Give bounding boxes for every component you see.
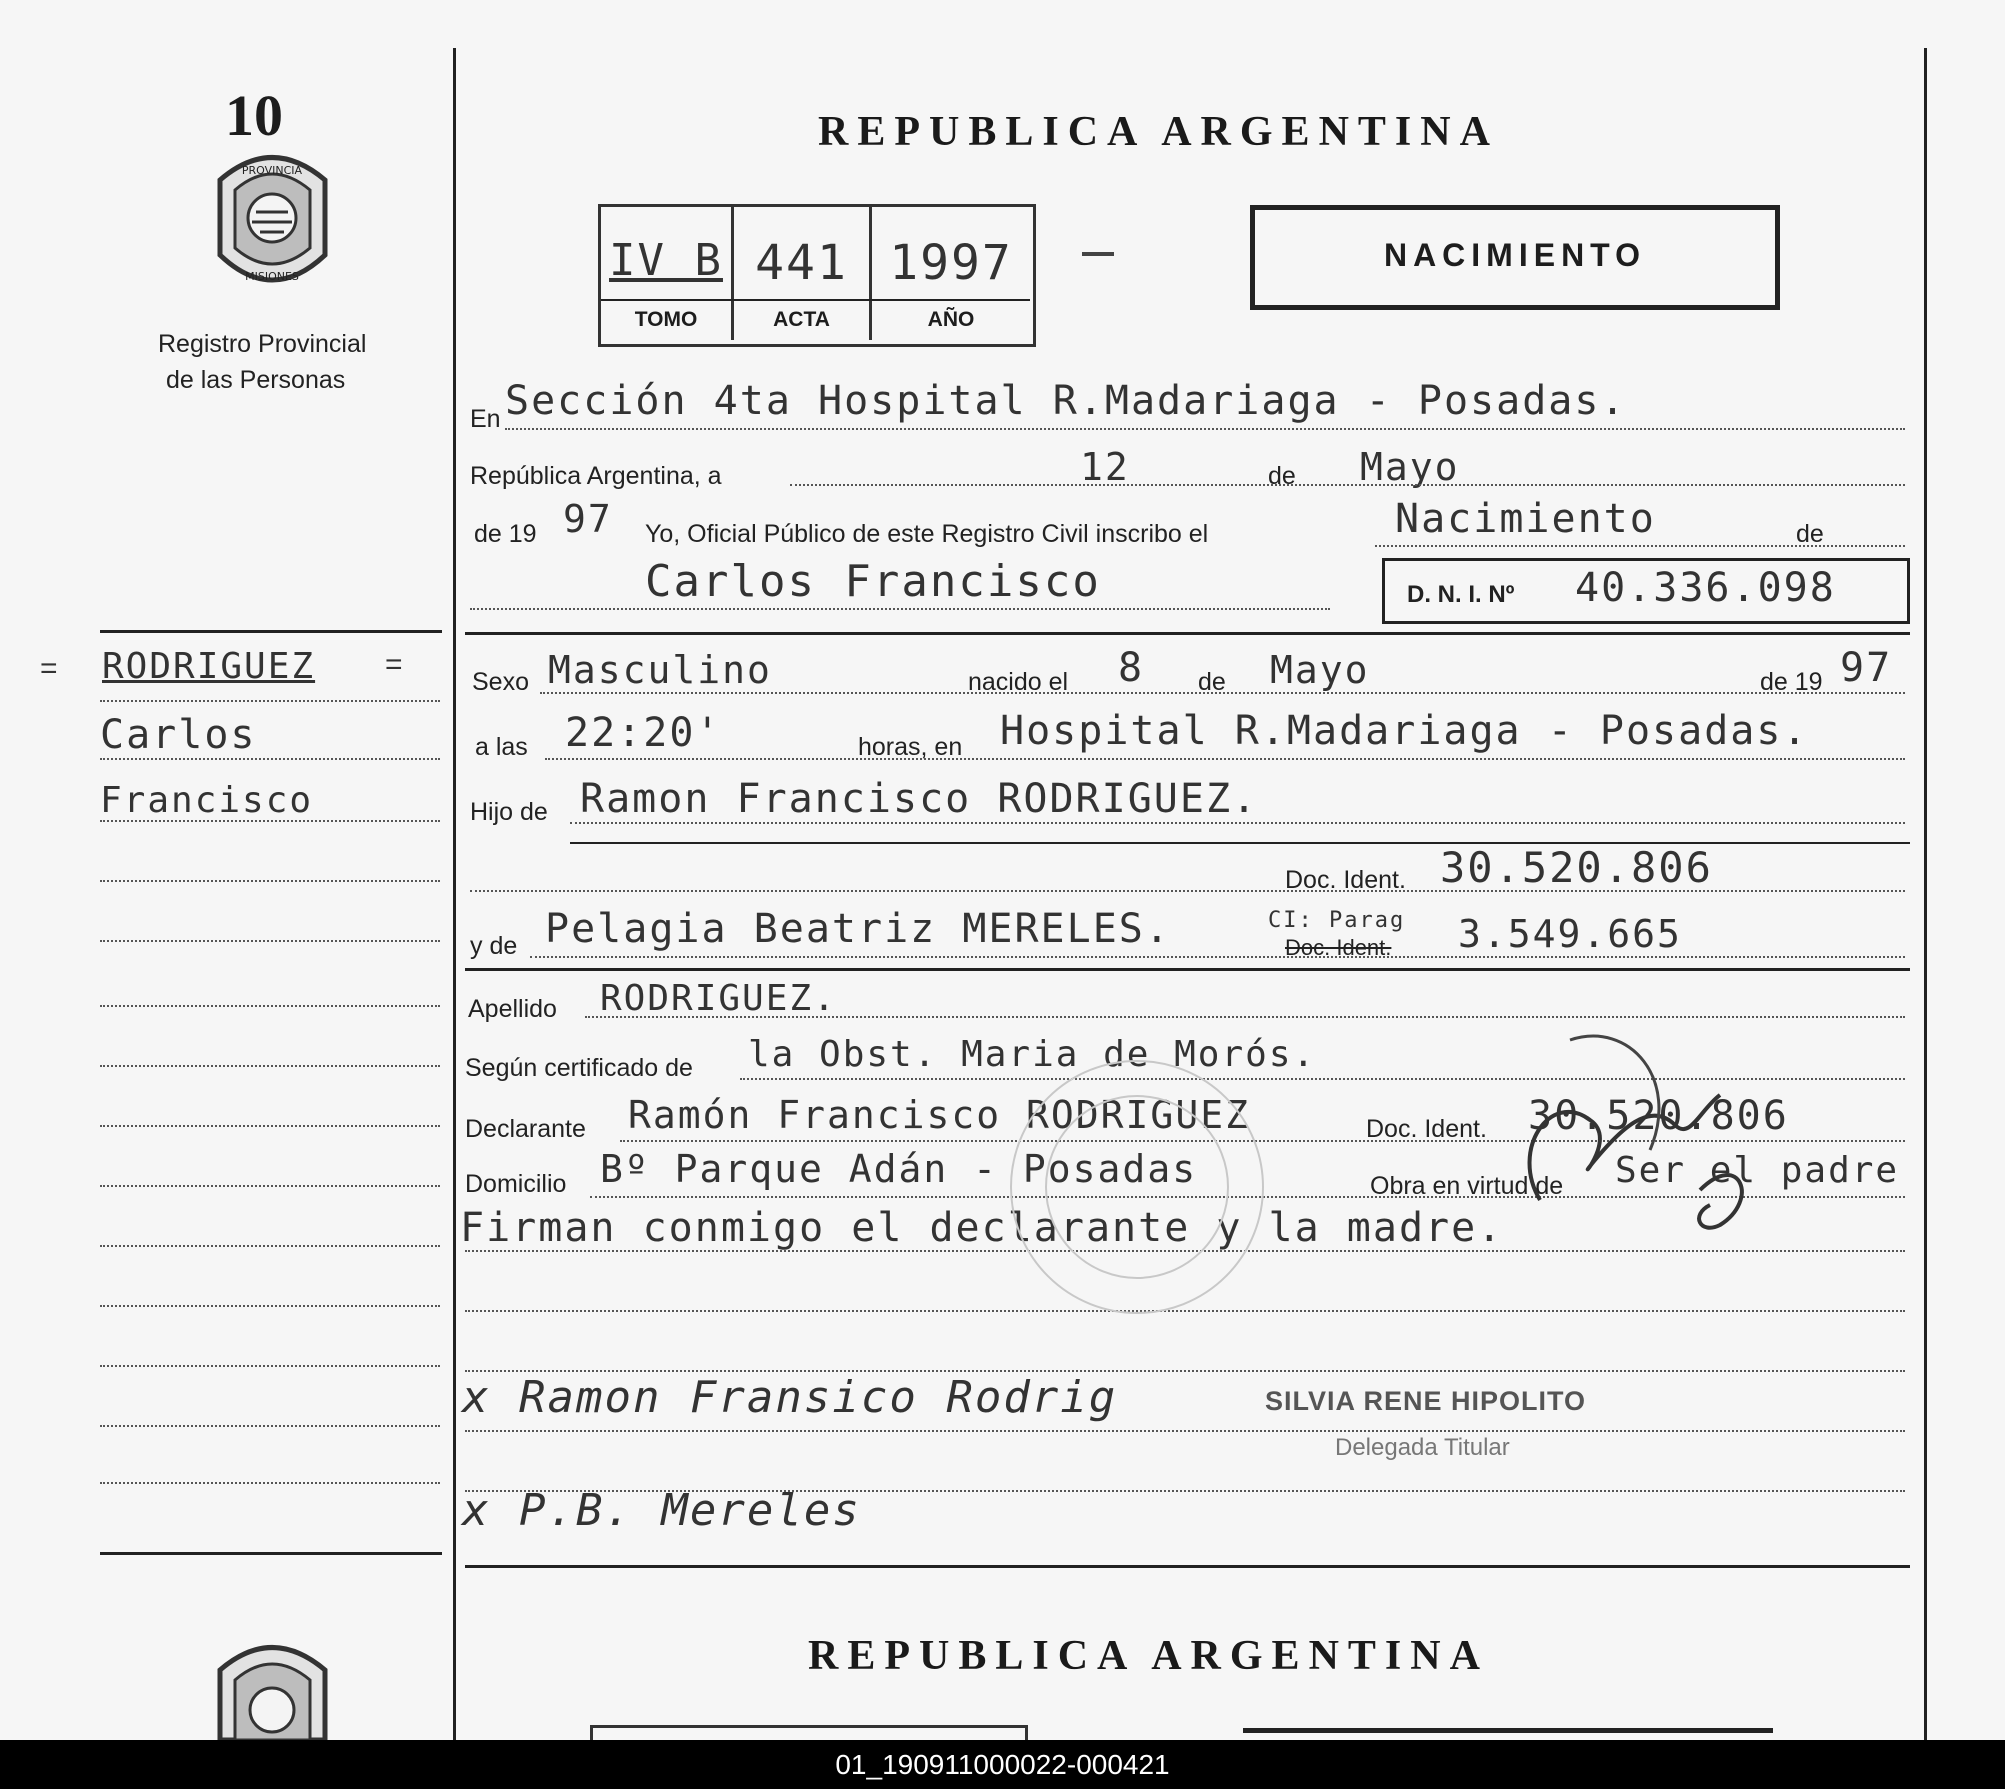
official-name: SILVIA RENE HIPOLITO	[1265, 1386, 1587, 1416]
section-divider	[465, 968, 1910, 971]
country-title: REPUBLICA ARGENTINA	[818, 109, 1499, 155]
left-divider-top	[100, 630, 442, 633]
rule-line	[470, 890, 1905, 892]
en-label: En	[470, 405, 501, 433]
seal-top-text: PROVINCIA	[241, 164, 303, 177]
segun-label: Según certificado de	[465, 1054, 693, 1082]
doc-ident-label: Doc. Ident.	[1285, 866, 1406, 894]
left-rule	[100, 880, 440, 882]
de-label-2: de	[1796, 520, 1824, 548]
inscribe-value: Nacimiento	[1395, 496, 1656, 542]
left-rule	[100, 1125, 440, 1127]
file-id-footer: 01_190911000022-000421	[0, 1740, 2005, 1789]
margin-mark-right: =	[385, 648, 403, 681]
birth-year: 97	[1840, 645, 1893, 691]
tomo-cell	[601, 207, 734, 340]
child-name: Carlos Francisco	[645, 556, 1101, 607]
mother-doc: 3.549.665	[1458, 912, 1682, 956]
birth-day: 8	[1118, 645, 1145, 691]
month-value: Mayo	[1360, 445, 1460, 489]
acta-label: ACTA	[773, 308, 830, 331]
left-rule	[100, 820, 440, 822]
dni-value: 40.336.098	[1575, 565, 1836, 611]
tomo-label: TOMO	[634, 308, 698, 331]
domicilio-value: Bº Parque Adán - Posadas	[600, 1147, 1198, 1191]
rule-line	[570, 822, 1905, 824]
ano-cell	[872, 207, 1030, 340]
declarante-label: Declarante	[465, 1115, 586, 1143]
dni-label: D. N. I. Nº	[1407, 581, 1515, 608]
hour-value: 22:20'	[565, 710, 722, 756]
ano-label: AÑO	[927, 308, 975, 331]
rule-line	[1375, 545, 1905, 547]
mother-doc-label-struck: Doc. Ident.	[1285, 935, 1392, 960]
provincial-seal-icon	[200, 140, 345, 300]
left-rule	[100, 1305, 440, 1307]
mother-signature: x P.B. Mereles	[462, 1485, 861, 1536]
declarante-doc-label: Doc. Ident.	[1366, 1115, 1487, 1143]
record-type-box	[1250, 205, 1780, 310]
apellido-label: Apellido	[468, 995, 557, 1023]
acta-cell	[734, 207, 872, 340]
dni-box	[1382, 558, 1910, 624]
left-rule	[100, 1185, 440, 1187]
father-doc: 30.520.806	[1440, 843, 1713, 892]
official-title: Delegada Titular	[1335, 1434, 1510, 1461]
agency-name-line1: Registro Provincial	[158, 330, 367, 358]
rule-line	[465, 1310, 1905, 1312]
left-rule	[100, 940, 440, 942]
record-box-divider	[601, 299, 1030, 301]
obra-label: Obra en virtud de	[1370, 1172, 1564, 1200]
ano-value: 1997	[889, 235, 1013, 291]
y-de-label: y de	[470, 932, 518, 960]
rule-line	[530, 956, 1905, 958]
left-divider-bottom	[100, 1552, 442, 1555]
record-type: NACIMIENTO	[1383, 237, 1647, 273]
margin-name-1: Carlos	[100, 712, 257, 758]
margin-name-2: Francisco	[100, 780, 314, 821]
margin-mark: =	[40, 652, 58, 685]
declarante-value: Ramón Francisco RODRIGUEZ	[628, 1093, 1250, 1137]
hijo-label: Hijo de	[470, 798, 548, 826]
father-signature: x Ramon Fransico Rodrig	[462, 1372, 1118, 1423]
provincial-seal-icon-next	[200, 1630, 345, 1740]
rule-line	[465, 1430, 1905, 1432]
de19-label: de 19	[1760, 668, 1823, 696]
de-label: de	[1268, 462, 1296, 490]
next-page-title: REPUBLICA ARGENTINA	[808, 1633, 1489, 1679]
official-signature-icon	[1420, 1000, 1760, 1260]
dash-mark	[1082, 252, 1114, 256]
tomo-value: IV B	[609, 235, 723, 286]
official-stamp-inner	[1045, 1095, 1229, 1279]
acta-value: 441	[755, 235, 848, 291]
seal-bottom-text: MISIONES	[245, 270, 299, 283]
horas-label: horas, en	[858, 733, 963, 761]
segun-value: la Obst. Maria de Morós.	[748, 1034, 1317, 1075]
republica-label: República Argentina, a	[470, 462, 722, 490]
rule-line	[540, 692, 1905, 694]
section-divider	[465, 632, 1910, 635]
de-label-3: de	[1198, 668, 1226, 696]
birth-month: Mayo	[1270, 648, 1370, 692]
agency-name-line2: de las Personas	[166, 366, 346, 394]
year-prefix: de 19	[474, 520, 537, 548]
father-name: Ramon Francisco RODRIGUEZ.	[580, 776, 1259, 822]
declarante-doc: 30.520.806	[1528, 1093, 1789, 1139]
page-number: 10	[225, 83, 283, 148]
left-rule	[100, 758, 440, 760]
mother-name: Pelagia Beatriz MERELES.	[545, 906, 1171, 952]
rule-line	[790, 484, 1905, 486]
left-rule	[100, 1425, 440, 1427]
year-value: 97	[563, 497, 613, 541]
obra-value: Ser el padre	[1615, 1150, 1900, 1191]
en-value: Sección 4ta Hospital R.Madariaga - Posadas.	[505, 378, 1627, 424]
sexo-label: Sexo	[472, 668, 529, 696]
left-rule	[100, 1365, 440, 1367]
sexo-value: Masculino	[548, 648, 772, 692]
main-frame-left	[453, 48, 456, 1740]
nacido-label: nacido el	[968, 668, 1069, 696]
rule-line	[505, 428, 1905, 430]
oficial-text: Yo, Oficial Público de este Registro Civil inscribo el	[645, 520, 1209, 548]
left-rule	[100, 1482, 440, 1484]
place-value: Hospital R.Madariaga - Posadas.	[1000, 708, 1809, 754]
main-frame-right	[1924, 48, 1927, 1740]
margin-surname: RODRIGUEZ	[102, 646, 316, 687]
rule-line	[545, 758, 1905, 760]
apellido-value: RODRIGUEZ.	[600, 978, 837, 1019]
record-number-box	[598, 204, 1036, 347]
domicilio-label: Domicilio	[465, 1170, 567, 1198]
day-value: 12	[1080, 445, 1130, 489]
left-rule	[100, 700, 440, 702]
section-divider	[465, 1565, 1910, 1568]
mother-doc-label-new: CI: Parag	[1268, 908, 1406, 933]
left-rule	[100, 1245, 440, 1247]
a-las-label: a las	[475, 733, 528, 761]
note-value: Firman conmigo el declarante y la madre.	[460, 1205, 1504, 1251]
left-rule	[100, 1005, 440, 1007]
left-rule	[100, 1065, 440, 1067]
rule-line	[470, 608, 1330, 610]
